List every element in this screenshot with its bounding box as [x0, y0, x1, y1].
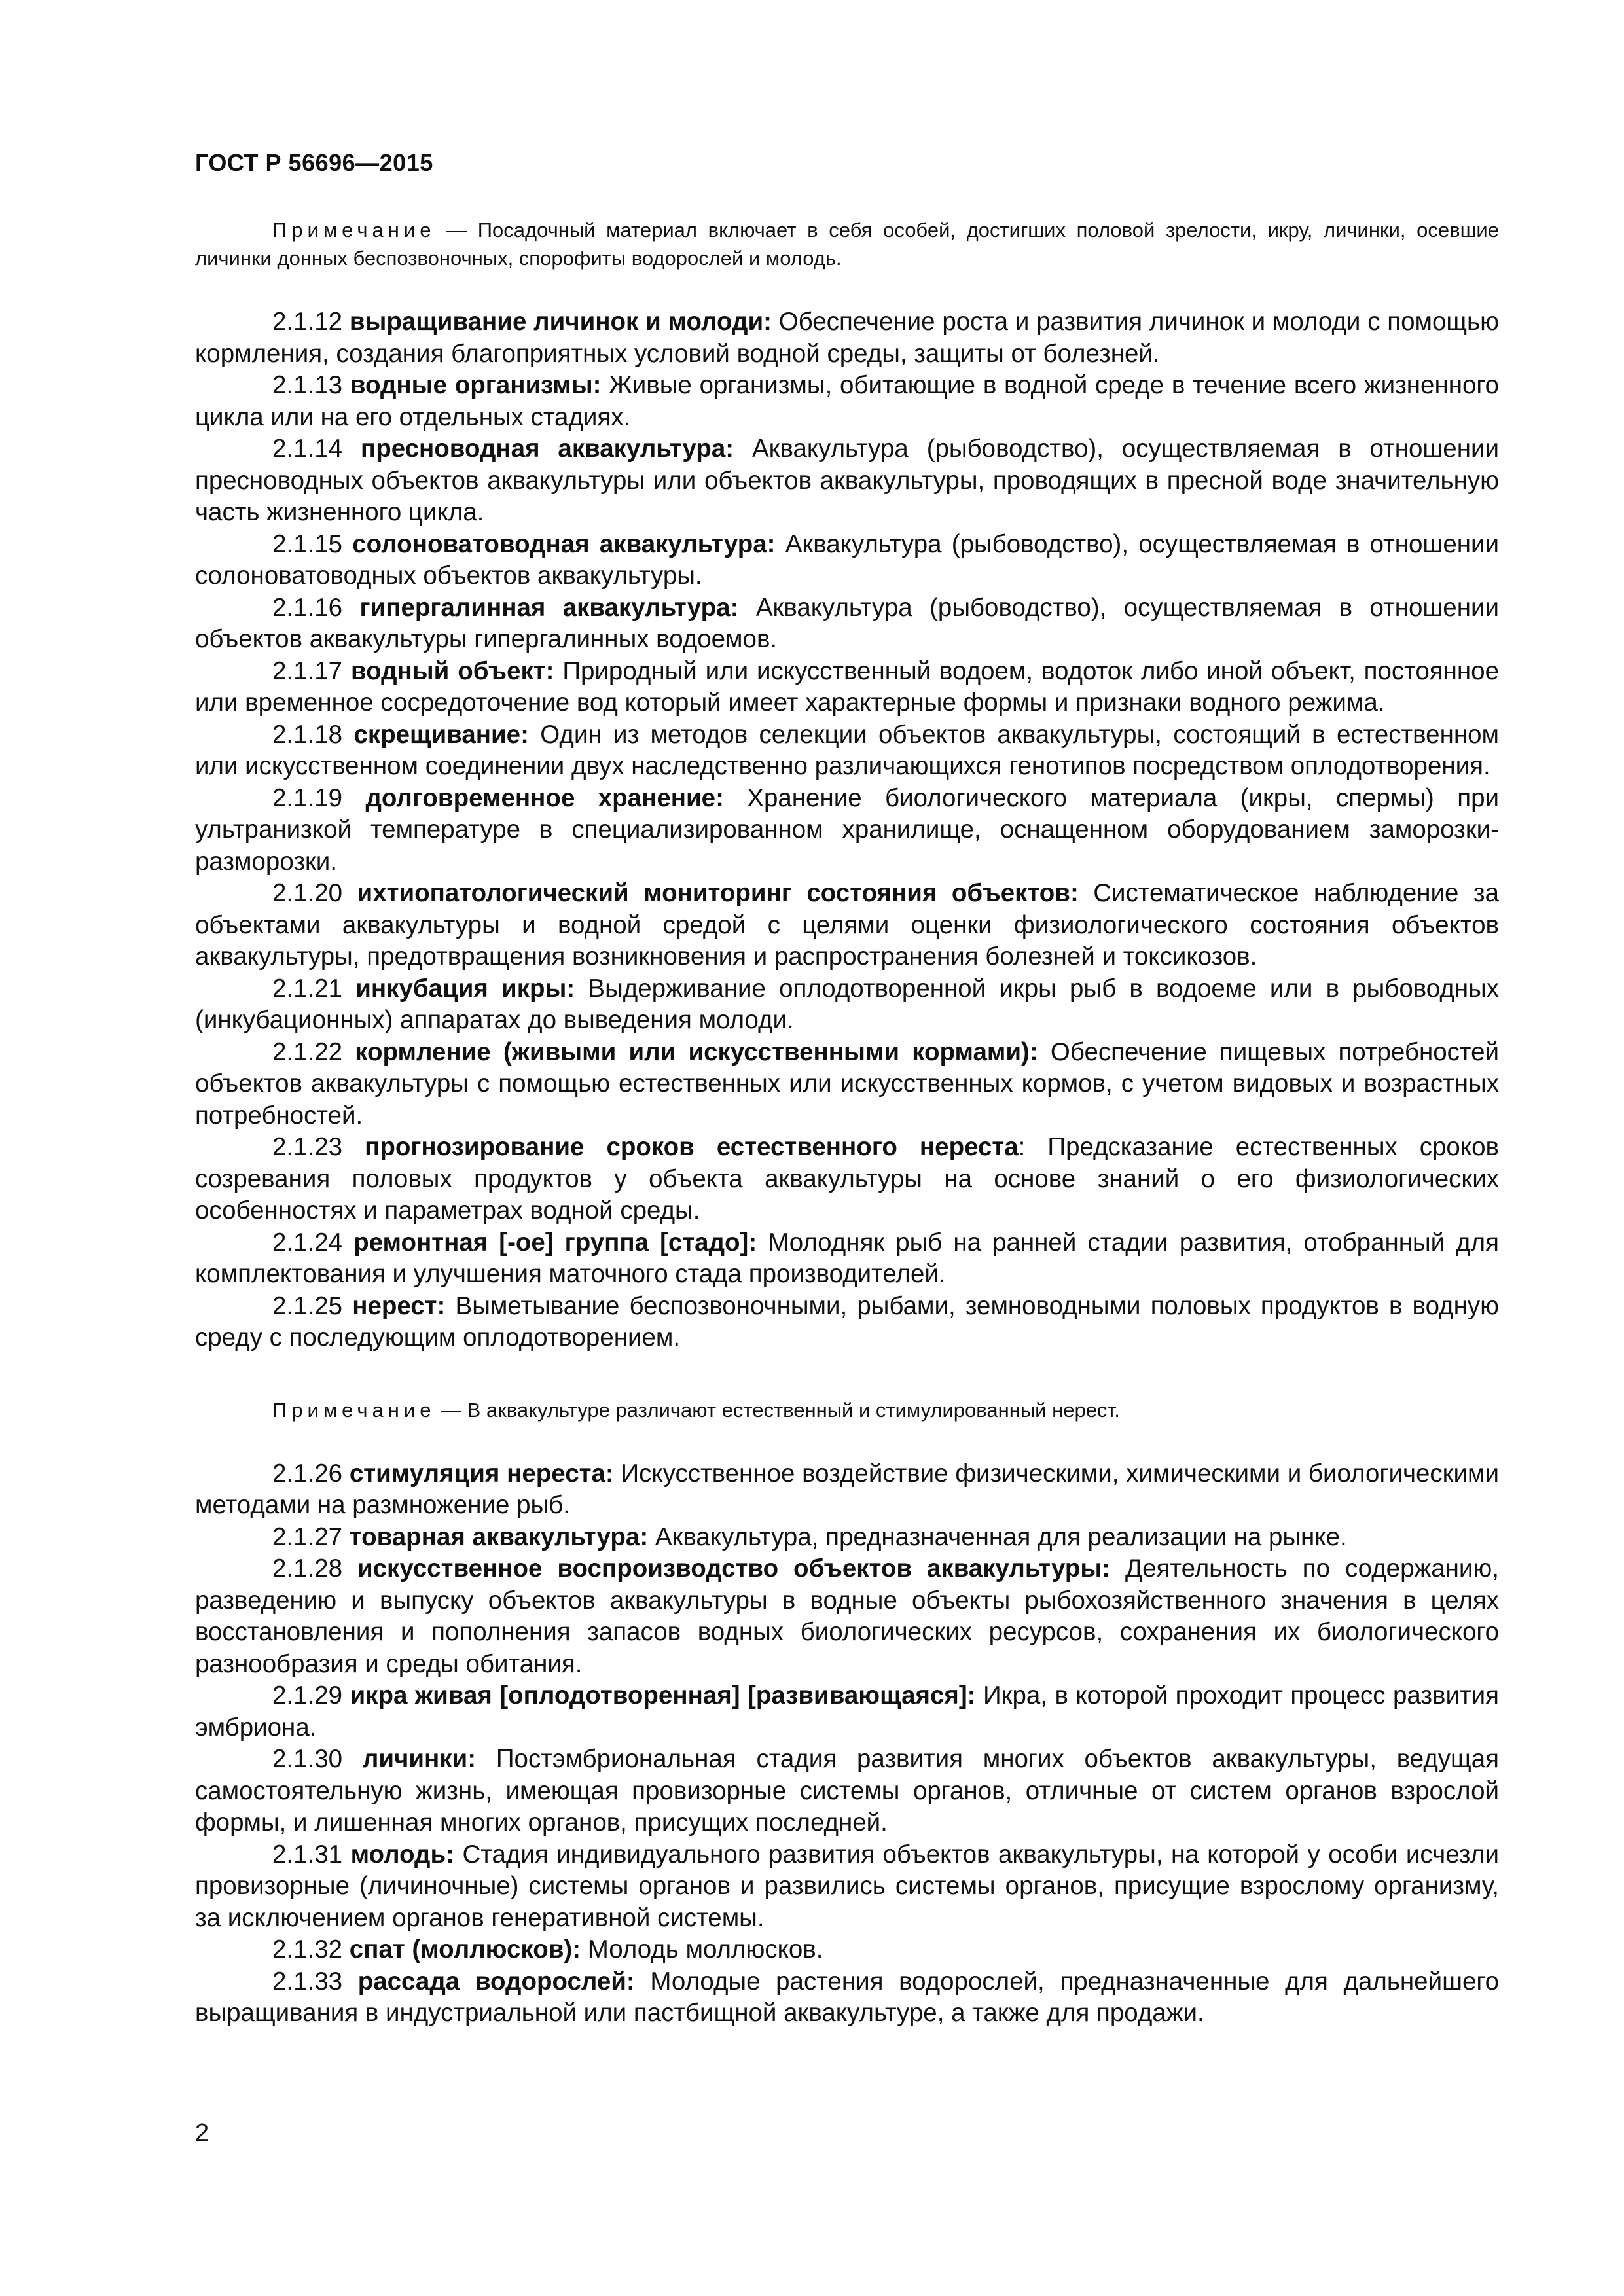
term-title: кормление (живыми или искусственными кормами):	[355, 1037, 1038, 1066]
term-definition: Обеспечение пищевых потребностей объектов аквакультуры с помощью естественных или искусственных кормов, с учетом видовых и возрастных потребностей.	[195, 1037, 1499, 1130]
term-definition: Аквакультура (рыбоводство), осуществляемая в отношении объектов аквакультуры гипергалинных водоемов.	[195, 593, 1499, 653]
term-title: икра живая [оплодотворенная] [развивающаяся]:	[350, 1681, 976, 1710]
note-text: — В аквакультуре различают естественный и стимулированный нерест.	[435, 1398, 1120, 1422]
term-number: 2.1.19	[272, 783, 343, 812]
term-entry	[195, 592, 1499, 656]
term-number: 2.1.17	[272, 656, 343, 685]
term-definition: Аквакультура (рыбоводство), осуществляемая в отношении солоноватоводных объектов аквакультуры.	[195, 529, 1500, 590]
term-entry	[195, 529, 1499, 592]
term-number: 2.1.14	[272, 435, 343, 463]
term-definition: Молодь моллюсков.	[581, 1935, 823, 1964]
term-entry	[195, 1839, 1499, 1935]
term-entry	[195, 306, 1499, 370]
term-title: товарная аквакультура:	[349, 1522, 649, 1551]
term-entry	[195, 1291, 1499, 1354]
term-title: ихтиопатологический мониторинг состояния объектов:	[357, 879, 1079, 907]
term-entry	[195, 973, 1499, 1037]
term-definition: Аквакультура, предназначенная для реализации на рынке.	[648, 1522, 1347, 1551]
term-title: стимуляция нереста:	[349, 1459, 614, 1488]
term-definition: : Предсказание естественных сроков созревания половых продуктов у объекта аквакультуры на основе знаний о его физиологических особенностях и параметрах водной среды.	[195, 1133, 1499, 1225]
note-lead: Примечание	[272, 219, 436, 242]
term-number: 2.1.23	[272, 1133, 343, 1161]
term-definition: Аквакультура (рыбоводство), осуществляемая в отношении пресноводных объектов аквакультуры или объектов аквакультуры, проводящих в пресной воде значительную часть жизненного цикла.	[195, 435, 1499, 526]
term-title: инкубация икры:	[355, 974, 575, 1003]
term-title: искусственное воспроизводство объектов аквакультуры:	[357, 1554, 1111, 1583]
term-definition: Систематическое наблюдение за объектами аквакультуры и водной средой с целями оценки физиологического состояния объектов аквакультуры, предотвращения возникновения и распространения болезней и токсикозов.	[195, 879, 1499, 971]
term-entry	[195, 656, 1499, 719]
term-definition: Один из методов селекции объектов аквакультуры, состоящий в естественном или искусственном соединении двух наследственно различающихся генотипов посредством оплодотворения.	[195, 720, 1499, 780]
term-entry	[195, 1037, 1499, 1132]
term-entry	[195, 370, 1499, 433]
term-title: гипергалинная аквакультура:	[359, 593, 739, 622]
term-entry	[195, 1132, 1499, 1227]
term-title: пресноводная аквакультура:	[360, 435, 734, 463]
term-number: 2.1.12	[272, 308, 343, 336]
term-number: 2.1.21	[272, 974, 343, 1003]
term-number: 2.1.29	[272, 1681, 343, 1710]
term-title: водные организмы:	[350, 371, 602, 399]
term-definition: Постэмбриональная стадия развития многих объектов аквакультуры, ведущая самостоятельную жизнь, имеющая провизорные системы органов, отличные от систем органов взрослой формы, и лишенная многих органов, присущих последней.	[195, 1745, 1499, 1837]
term-definition: Природный или искусственный водоем, водоток либо иной объект, постоянное или временное сосредоточение вод который имеет характерные формы и признаки водного режима.	[195, 656, 1499, 717]
term-definition: Выдерживание оплодотворенной икры рыб в водоеме или в рыбоводных (инкубационных) аппаратах до выведения молоди.	[195, 974, 1500, 1034]
term-title: солоноватоводная аквакультура:	[352, 529, 776, 558]
term-title: молодь:	[350, 1840, 454, 1869]
term-title: скрещивание:	[353, 720, 529, 749]
term-definition: Молодняк рыб на ранней стадии развития, отобранный для комплектования и улучшения маточного стада производителей.	[195, 1228, 1499, 1288]
note-text: — Посадочный материал включает в себя особей, достигших половой зрелости, икру, личинки, осевшие личинки донных беспозвоночных, спорофиты водорослей и молодь.	[195, 219, 1499, 270]
term-entry	[195, 1966, 1499, 2030]
term-number: 2.1.24	[272, 1228, 343, 1257]
terms-list	[195, 1458, 1499, 2030]
term-number: 2.1.18	[272, 720, 343, 749]
note-paragraph	[195, 1396, 1499, 1424]
term-definition: Молодые растения водорослей, предназначенные для дальнейшего выращивания в индустриальной или пастбищной аквакультуре, а также для продажи.	[195, 1967, 1499, 2027]
term-number: 2.1.26	[272, 1459, 343, 1488]
term-definition: Выметывание беспозвоночными, рыбами, земноводными половых продуктов в водную среду с последующим оплодотворением.	[195, 1291, 1499, 1352]
term-title: спат (моллюсков):	[349, 1935, 581, 1964]
term-title: выращивание личинок и молоди:	[349, 308, 772, 336]
note-paragraph	[195, 216, 1499, 272]
term-number: 2.1.28	[272, 1554, 343, 1583]
term-entry	[195, 878, 1499, 973]
term-entry	[195, 1458, 1499, 1522]
term-title: нерест:	[352, 1291, 446, 1320]
term-entry	[195, 1522, 1499, 1554]
term-definition: Хранение биологического материала (икры, спермы) при ультранизкой температуре в специализированном хранилище, оснащенном оборудованием заморозки-разморозки.	[195, 783, 1499, 876]
page-number: 2	[195, 2119, 209, 2147]
term-definition: Живые организмы, обитающие в водной среде в течение всего жизненного цикла или на его отдельных стадиях.	[195, 371, 1499, 431]
term-title: ремонтная [-ое] группа [стадо]:	[353, 1228, 757, 1257]
term-definition: Икра, в которой проходит процесс развития эмбриона.	[195, 1681, 1499, 1742]
term-definition: Деятельность по содержанию, разведению и выпуску объектов аквакультуры в водные объекты рыбохозяйственного значения в целях восстановления и пополнения запасов водных биологических ресурсов, сохранения их биологического разнообразия и среды обитания.	[195, 1554, 1499, 1678]
term-number: 2.1.32	[272, 1935, 343, 1964]
term-title: личинки:	[362, 1745, 477, 1773]
term-entry	[195, 783, 1499, 878]
document-code-header: ГОСТ Р 56696—2015	[195, 149, 433, 176]
document-body	[195, 216, 1499, 2030]
term-number: 2.1.27	[272, 1522, 343, 1551]
term-title: водный объект:	[350, 656, 554, 685]
term-number: 2.1.15	[272, 529, 343, 558]
term-number: 2.1.30	[272, 1745, 343, 1773]
term-number: 2.1.16	[272, 593, 343, 622]
term-number: 2.1.31	[272, 1840, 343, 1869]
term-definition: Стадия индивидуального развития объектов аквакультуры, на которой у особи исчезли провизорные (личиночные) системы органов и развились системы органов, присущие взрослому организму, за исключением органов генеративной системы.	[195, 1840, 1499, 1932]
term-title: рассада водорослей:	[357, 1967, 635, 1996]
term-definition: Обеспечение роста и развития личинок и молоди с помощью кормления, создания благоприятных условий водной среды, защиты от болезней.	[195, 308, 1499, 368]
note-lead: Примечание	[272, 1398, 436, 1422]
term-entry	[195, 1744, 1499, 1839]
term-entry	[195, 1227, 1499, 1291]
term-title: долговременное хранение:	[365, 783, 724, 812]
term-definition: Искусственное воздействие физическими, химическими и биологическими методами на размножение рыб.	[195, 1459, 1500, 1519]
term-number: 2.1.22	[272, 1037, 343, 1066]
term-number: 2.1.33	[272, 1967, 343, 1996]
term-entry	[195, 719, 1499, 783]
term-title: прогнозирование сроков естественного нереста	[365, 1133, 1019, 1161]
term-number: 2.1.13	[272, 371, 343, 399]
term-number: 2.1.20	[272, 879, 343, 907]
term-entry	[195, 1934, 1499, 1966]
term-entry	[195, 433, 1499, 529]
term-number: 2.1.25	[272, 1291, 343, 1320]
term-entry	[195, 1680, 1499, 1744]
term-entry	[195, 1553, 1499, 1680]
terms-list	[195, 306, 1499, 1354]
